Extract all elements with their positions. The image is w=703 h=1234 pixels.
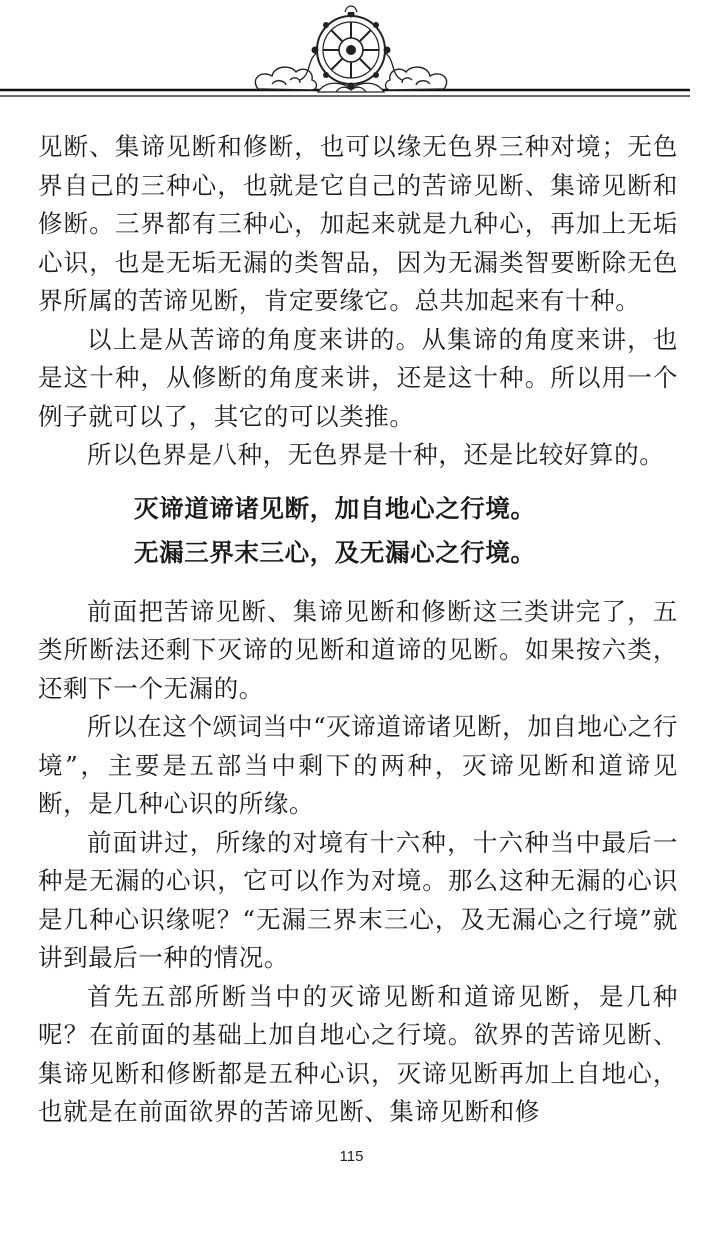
paragraph: 首先五部所断当中的灭谛见断和道谛见断，是几种呢？在前面的基础上加自地心之行境。欲界的苦谛见断、集谛见断和修断都是五种心识，灭谛见断再加上自地心，也就是在前面欲界的苦谛见断、集谛见断和修 — [38, 981, 678, 1126]
paragraph: 前面把苦谛见断、集谛见断和修断这三类讲完了，五类所断法还剩下灭谛的见断和道谛的见断。如果按六类，还剩下一个无漏的。 — [38, 596, 678, 703]
page-body — [38, 128, 678, 1132]
verse-block — [38, 487, 678, 575]
dharma-wheel-header-ornament — [0, 0, 703, 110]
page-header — [0, 0, 703, 110]
paragraph: 前面讲过，所缘的对境有十六种，十六种当中最后一种是无漏的心识，它可以作为对境。那么这种无漏的心识是几种心识缘呢？“无漏三界末三心，及无漏心之行境”就讲到最后一种的情况。 — [38, 827, 678, 972]
paragraph: 以上是从苦谛的角度来讲的。从集谛的角度来讲，也是这十种，从修断的角度来讲，还是这十种。所以用一个例子就可以了，其它的可以类推。 — [38, 324, 678, 431]
paragraph: 见断、集谛见断和修断，也可以缘无色界三种对境；无色界自己的三种心，也就是它自己的苦谛见断、集谛见断和修断。三界都有三种心，加起来就是九种心，再加上无垢心识，也是无垢无漏的类智品，因为无漏类智要断除无色界所属的苦谛见断，肯定要缘它。总共加起来有十种。 — [38, 132, 678, 315]
paragraph: 所以在这个颂词当中“灭谛道谛诸见断，加自地心之行境”，主要是五部当中剩下的两种，灭谛见断和道谛见断，是几种心识的所缘。 — [38, 712, 678, 818]
page-number: 115 — [339, 1148, 364, 1165]
dharma-wheel-icon — [312, 6, 391, 90]
verse-line: 灭谛道谛诸见断，加自地心之行境。 — [134, 493, 536, 523]
paragraph: 所以色界是八种，无色界是十种，还是比较好算的。 — [87, 440, 665, 469]
verse-line: 无漏三界末三心，及无漏心之行境。 — [134, 537, 536, 567]
